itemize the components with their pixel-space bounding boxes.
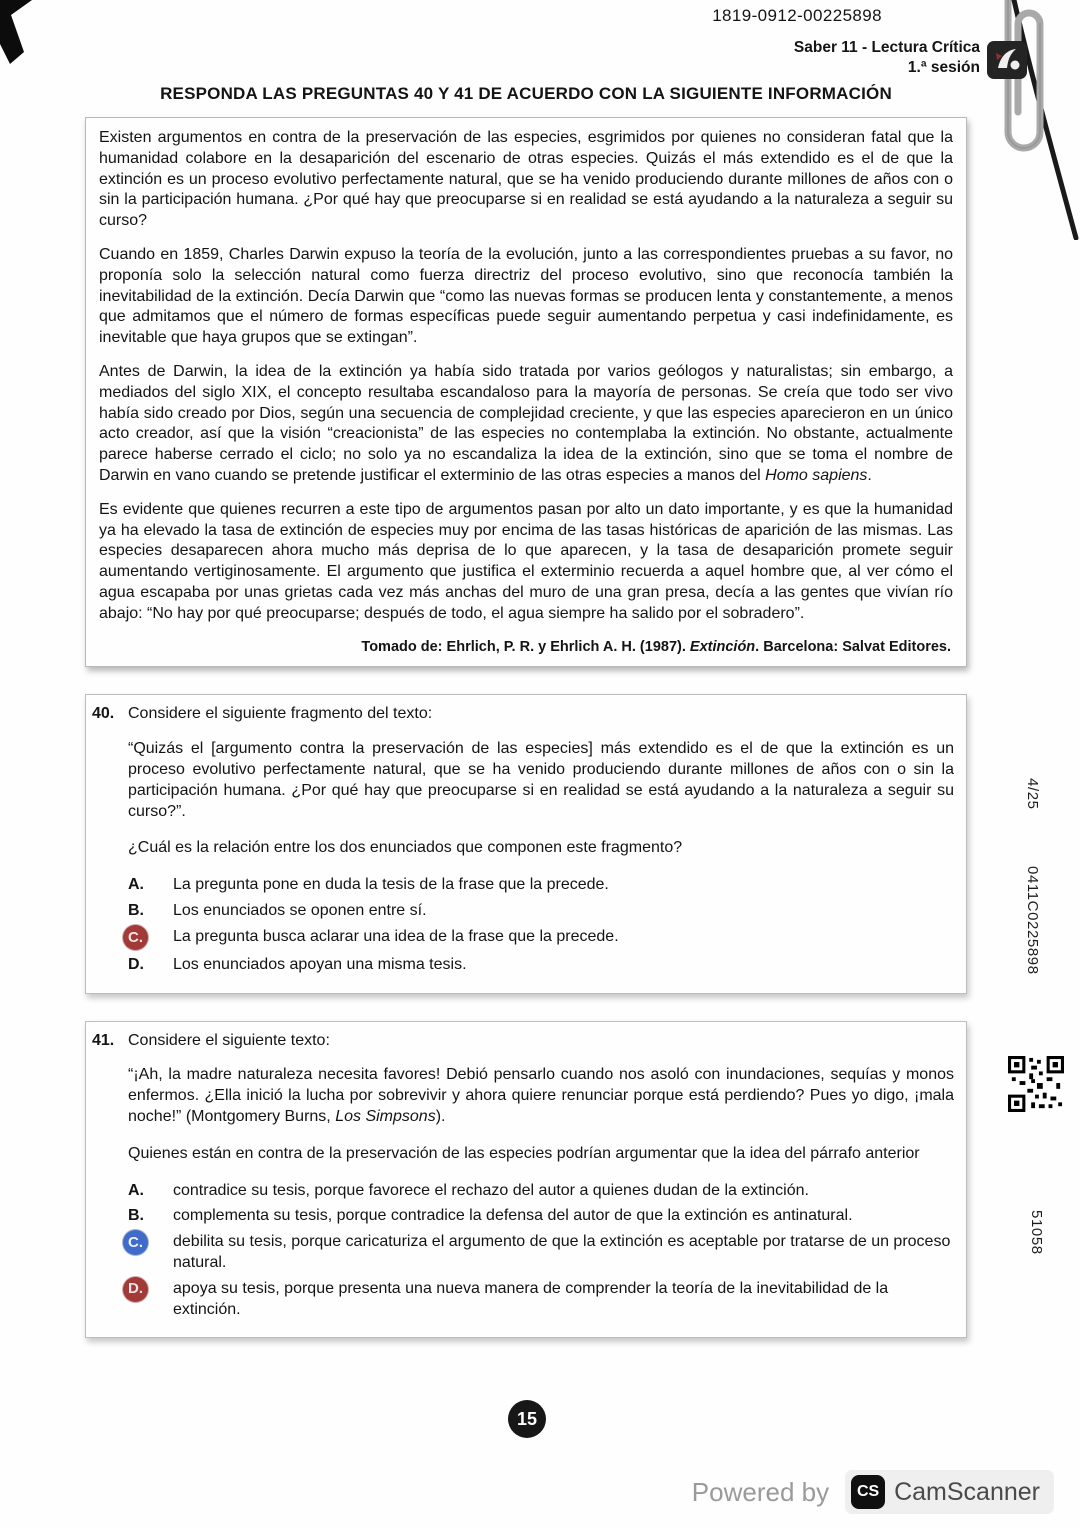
icfes-logo-icon (986, 40, 1028, 80)
exam-title: Saber 11 - Lectura Crítica (793, 39, 980, 56)
camscanner-label: CamScanner (894, 1477, 1040, 1506)
option-text: La pregunta busca aclarar una idea de la frase que la precede. (173, 927, 619, 945)
option-letter (128, 1232, 173, 1255)
passage (85, 117, 967, 667)
margin-booklet-code: 51058 (1028, 1210, 1045, 1255)
option-text: contradice su tesis, porque favorece el rechazo del autor a quienes dudan de la extinción. (173, 1181, 809, 1199)
option-letter (128, 1279, 173, 1302)
question-intro: Considere el siguiente fragmento del texto: (128, 705, 433, 723)
option-letter: B. (128, 1207, 144, 1225)
option-letter: A. (128, 876, 144, 894)
camscanner-badge (845, 1470, 1054, 1514)
question-head (92, 704, 954, 725)
passage-paragraph-2: Cuando en 1859, Charles Darwin expuso la teoría de la evolución, junto a las correspondientes pruebas a su favor, no proponía solo la selección natural como fuerza directriz del proceso evolutivo, sino que reconocía también la inevitabilidad de la extinción. Decía Darwin que “como las nuevas formas se producen lenta y constantemente, a menos que admitamos que el número de formas específicas puede seguir aumentando perpetua y casi indefinidamente, es inevitable que haya grupos que se extingan”. (99, 245, 953, 347)
option-row-a (128, 875, 954, 896)
question-body (128, 1065, 954, 1320)
option-letter: B. (128, 901, 144, 919)
question-quote: “Quizás el [argumento contra la preservación de las especies] más extendido es el de que la extinción es un proceso evolutivo perfectamente natural, que se ha venido produciendo durante millones de años con o sin la participación humana. ¿Por qué hay que preocuparse si en realidad se está ayudando a la naturaleza a seguir su curso?”. (128, 740, 954, 820)
scan-artifact-corner (0, 0, 40, 64)
powered-by-label: Powered by (691, 1476, 830, 1507)
options-list (128, 875, 954, 975)
passage-paragraph-3: Antes de Darwin, la idea de la extinción ya había sido tratada por varios geólogos y naturalistas; sin embargo, a mediados del siglo XIX, el concepto resultaba escandaloso para la mayoría de personas. Se creía que todo ser vivo había sido creado por Dios, según una secuencia de complejidad creciente, y que las especies aparecieron en un único acto creador, así que la visión “creacionista” de las especies no contemplaba la extinción. No obstante, actualmente parece haberse cerrado el ciclo; no solo ya no escandaliza la idea de la extinción, sino que se toma el nombre de Darwin en vano cuando se pretende justificar el exterminio de las otras especies a manos del Homo sapiens. (99, 362, 953, 484)
option-text: Los enunciados apoyan una misma tesis. (173, 955, 467, 973)
doc-code: 1819-0912-00225898 (712, 6, 882, 25)
option-row-d (128, 955, 954, 976)
margin-form-code: 0411C0225898 (1024, 866, 1041, 975)
page-number-badge: 15 (508, 1400, 546, 1438)
paperclip-icon (988, 0, 1060, 190)
answer-mark: C. (123, 1230, 148, 1255)
option-letter: D. (128, 955, 144, 973)
content-column (85, 84, 967, 1338)
question-40 (85, 694, 967, 993)
option-row-d (128, 1279, 954, 1321)
exam-header (794, 38, 980, 78)
option-row-b (128, 901, 954, 922)
option-letter: A. (128, 1181, 144, 1199)
question-body (128, 739, 954, 975)
option-row-c (128, 927, 954, 950)
option-row-a (128, 1181, 954, 1202)
question-number: 40. (92, 705, 115, 723)
option-row-c (128, 1232, 954, 1274)
question-intro: Considere el siguiente texto: (128, 1031, 330, 1049)
option-text: La pregunta pone en duda la tesis de la frase que la precede. (173, 876, 609, 894)
passage-source: Tomado de: Ehrlich, P. R. y Ehrlich A. H. (1987). Extinción. Barcelona: Salvat Editores. (361, 638, 951, 655)
passage-paragraph-4: Es evidente que quienes recurren a este tipo de argumentos pasan por alto un dato importante, y es que la humanidad ya ha elevado la tasa de extinción de especies muy por encima de las tasas históricas de aparición de las mismas. Las especies desaparecen ahora mucho más deprisa de lo que aparecen, y la tasa de desaparición promete seguir aumentando vertiginosamente. El argumento que justifica el exterminio recuerda a aquel hombre que, al ver cómo el agua escapaba por unas grietas cada vez más anchas del muro de una gran presa, decía a las gentes que vivían río abajo: “No hay por qué preocuparse; después de todo, el agua siempre ha salido por el sobradero”. (99, 500, 953, 622)
question-quote: “¡Ah, la madre naturaleza necesita favores! Debió pensarlo cuando nos asoló con inundaciones, sequías y monos enfermos. ¿Ella inició la lucha por sobrevivir y ahora quiere renunciar porque está perdiendo? Pues yo digo, ¡mala noche!” (Montgomery Burns, Los Simpsons). (128, 1066, 954, 1125)
answer-mark: D. (123, 1277, 148, 1302)
option-text: complementa su tesis, porque contradice la defensa del autor de que la extinción es antinatural. (173, 1207, 853, 1225)
option-text: debilita su tesis, porque caricaturiza el argumento de que la extinción es aceptable por tratarse de un proceso natural. (173, 1233, 951, 1271)
question-41 (85, 1021, 967, 1339)
instruction-title: RESPONDA LAS PREGUNTAS 40 Y 41 DE ACUERDO CON LA SIGUIENTE INFORMACIÓN (160, 84, 892, 103)
qr-code (1008, 1056, 1064, 1112)
session-label: 1.ª sesión (907, 59, 980, 77)
passage-paragraph-1: Existen argumentos en contra de la preservación de las especies, esgrimidos por quienes no consideran fatal que la humanidad colabore en la desaparición del escenario de otras especies. Quizás el más extendido es el de que la extinción es un proceso evolutivo perfectamente natural, que se ha venido produciendo durante millones de años con o sin la participación humana. ¿Por qué hay que preocuparse si en realidad se está ayudando a la naturaleza a seguir su curso? (99, 129, 953, 230)
option-letter (128, 927, 173, 950)
margin-page-fraction: 4/25 (1024, 778, 1041, 810)
option-text: apoya su tesis, porque presenta una nueva manera de comprender la teoría de la inevitabilidad de la extinción. (173, 1279, 889, 1318)
camscanner-watermark (692, 1470, 1054, 1514)
question-prompt: Quienes están en contra de la preservación de las especies podrían argumentar que la idea del párrafo anterior (128, 1144, 920, 1162)
answer-mark: C. (123, 925, 148, 950)
question-head (92, 1031, 954, 1052)
question-number: 41. (92, 1031, 115, 1049)
options-list (128, 1181, 954, 1321)
question-prompt: ¿Cuál es la relación entre los dos enunciados que componen este fragmento? (128, 839, 683, 857)
option-row-b (128, 1206, 954, 1227)
camscanner-icon: CS (851, 1475, 885, 1509)
option-text: Los enunciados se oponen entre sí. (173, 901, 427, 919)
